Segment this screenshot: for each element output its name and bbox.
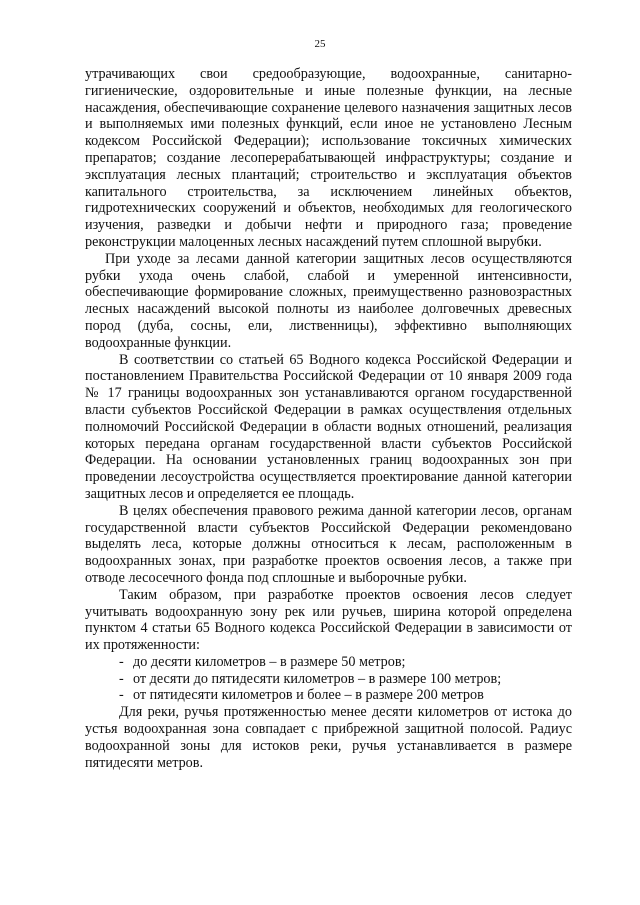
list-item-text: до десяти километров – в размере 50 метров; xyxy=(133,653,406,670)
paragraph-prohibitions: утрачивающих свои средообразующие, водоохранные, санитарно-гигиенические, оздоровительные и иные полезные функции, на лесные насаждения, обеспечивающие сохранение целевого назначения защитных лесов и выполняемых ими полезных функций, если иное не установлено Лесным кодексом Российской Федерации); использование токсичных химических препаратов; создание лесоперерабатывающей инфраструктуры; создание и эксплуатация лесных плантаций; строительство и эксплуатация объектов капитального строительства, за исключением линейных объектов, гидротехнических сооружений и объектов, необходимых для геологического изучения, разведки и добычи нефти и природного газа; проведение реконструкции малоценных лесных насаждений путем сплошной вырубки. xyxy=(85,66,572,250)
list-bullet: - xyxy=(119,687,124,704)
paragraph-short-rivers: Для реки, ручья протяженностью менее десяти километров от истока до устья водоохранная зона совпадает с прибрежной защитной полосой. Радиус водоохранной зоны для истоков реки, ручья устанавливается в размере пятидесяти метров. xyxy=(85,704,572,771)
paragraph-protection-zone: Таким образом, при разработке проектов освоения лесов следует учитывать водоохранную зону рек или ручьев, ширина которой определена пунктом 4 статьи 65 Водного кодекса Российской Федерации в зависимости от их протяженности: xyxy=(85,586,572,654)
zone-width-list xyxy=(85,654,572,704)
paragraph-water-code: В соответствии со статьей 65 Водного кодекса Российской Федерации и постановлением Правительства Российской Федерации от 10 января 2009 года № 17 границы водоохранных зон устанавливаются органом государственной власти субъектов Российской Федерации в рамках осуществления отдельных полномочий Российской Федерации в области водных отношений, реализация которых передана органам государственной власти субъектов Российской Федерации. На основании установленных границ водоохранных зон при проведении лесоустройства осуществляется проектирование данной категории защитных лесов и определяется ее площадь. xyxy=(85,351,572,502)
list-item-text: от пятидесяти километров и более – в размере 200 метров xyxy=(133,687,484,704)
page-number: 25 xyxy=(314,38,326,50)
list-bullet: - xyxy=(119,653,124,670)
paragraph-thinning: При уходе за лесами данной категории защитных лесов осуществляются рубки ухода очень слабой, слабой и умеренной интенсивности, обеспечивающие формирование сложных, преимущественно разновозрастных лесных насаждений высокой полноты из наиболее долговечных древесных пород (дуба, сосны, ели, лиственницы), эффективно выполняющих водоохранные функции. xyxy=(85,250,572,351)
document-body xyxy=(85,66,572,771)
list-item-text: от десяти до пятидесяти километров – в размере 100 метров; xyxy=(133,670,502,687)
list-bullet: - xyxy=(119,670,124,687)
list-item xyxy=(85,671,572,688)
paragraph-legal-regime: В целях обеспечения правового режима данной категории лесов, органам государственной власти субъектов Российской Федерации рекомендовано выделять леса, которые должны относиться к лесам, расположенным в водоохранных зонах, при разработке проектов освоения лесов, а также при отводе лесосечного фонда под сплошные и выборочные рубки. xyxy=(85,502,572,586)
list-item xyxy=(85,654,572,671)
list-item xyxy=(85,687,572,704)
